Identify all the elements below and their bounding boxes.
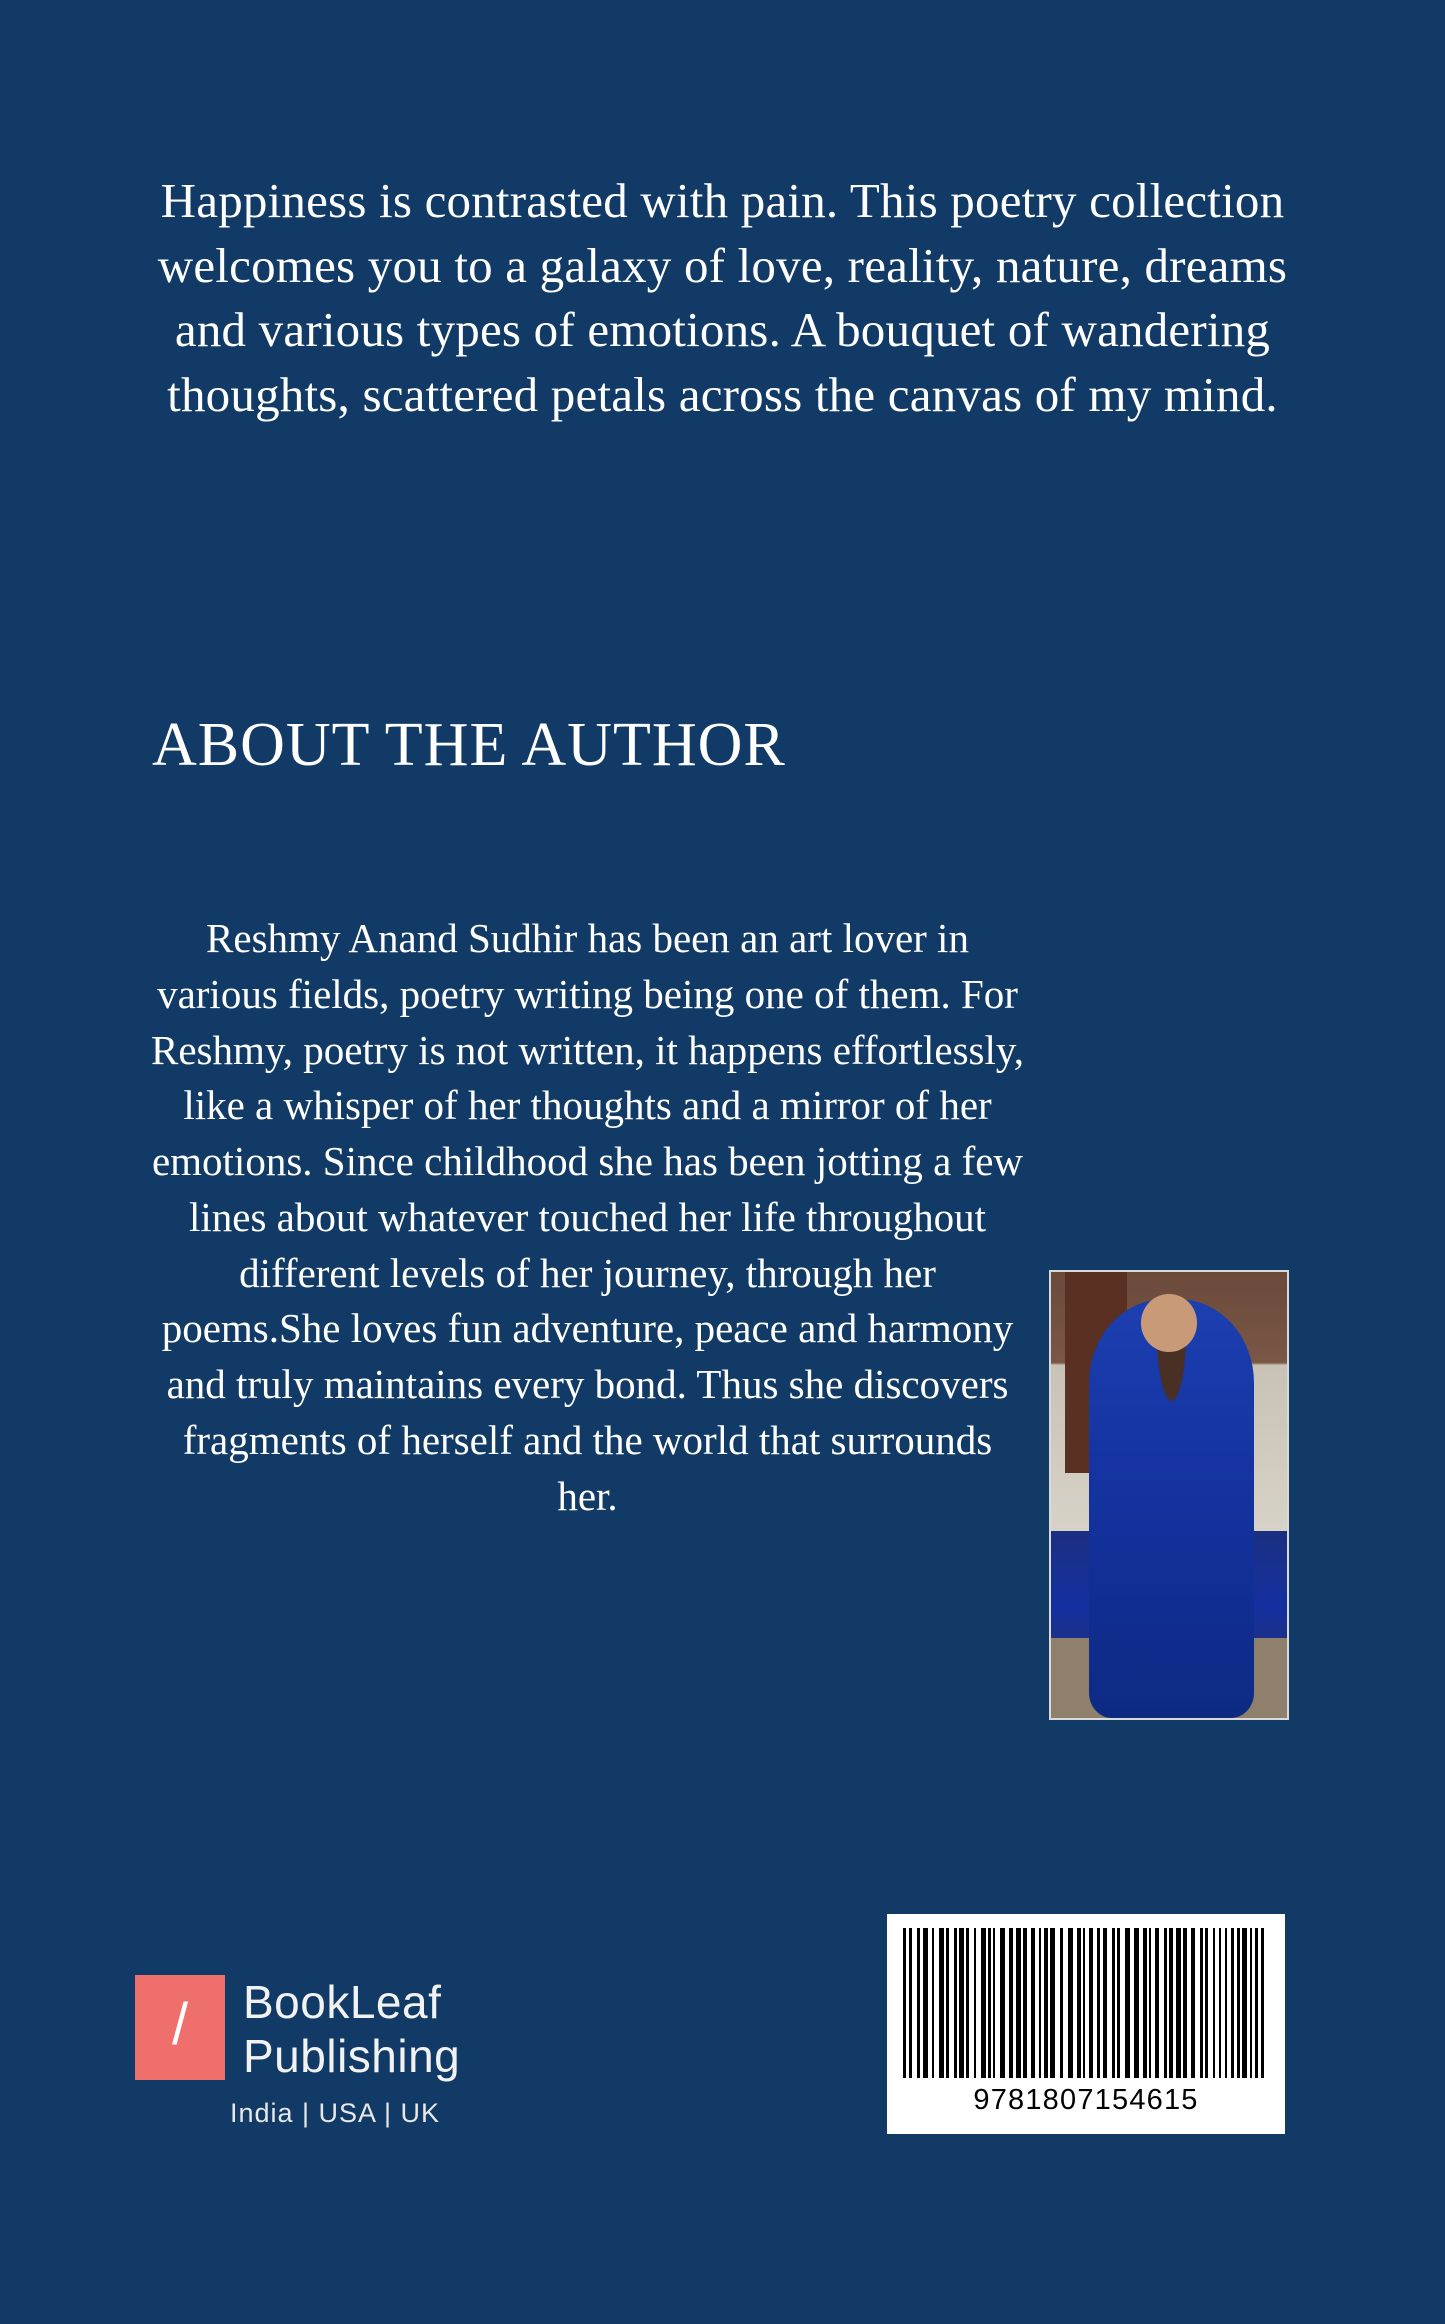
portrait-face bbox=[1141, 1294, 1198, 1352]
barcode bbox=[887, 1914, 1285, 2134]
publisher-logo-row bbox=[135, 1975, 555, 2084]
publisher-name-line1: BookLeaf bbox=[243, 1976, 442, 2028]
publisher-name-line2: Publishing bbox=[243, 2030, 461, 2083]
publisher-logo bbox=[135, 1975, 555, 2129]
barcode-bars bbox=[903, 1928, 1269, 2078]
about-the-author-heading: ABOUT THE AUTHOR bbox=[152, 711, 786, 779]
publisher-name bbox=[243, 1975, 460, 2084]
author-bio-text: Reshmy Anand Sudhir has been an art lover in various fields, poetry writing being one of them. For Reshmy, poetry is not written, it happens effortlessly, like a whisper of her thoughts and a mirror of her emotions. Since childhood she has been jotting a few lines about whatever touched her life throughout different levels of her journey, through her poems.She loves fun adventure, peace and harmony and truly maintains every bond. Thus she discovers fragments of herself and the world that surrounds her. bbox=[150, 915, 1024, 1519]
isbn-number: 9781807154615 bbox=[973, 2084, 1199, 2116]
author-portrait-image bbox=[1049, 1270, 1289, 1720]
portrait-figure bbox=[1089, 1299, 1254, 1718]
author-bio-block bbox=[150, 870, 1295, 1730]
slash-glyph: / bbox=[171, 1992, 189, 2057]
slash-mark-icon bbox=[135, 1975, 225, 2080]
publisher-regions: India | USA | UK bbox=[229, 2097, 441, 2128]
book-blurb: Happiness is contrasted with pain. This poetry collection welcomes you to a galaxy of love, reality, nature, dreams and various types of emotions. A bouquet of wandering thoughts, scattered petals across the canvas of my mind. bbox=[157, 173, 1288, 423]
